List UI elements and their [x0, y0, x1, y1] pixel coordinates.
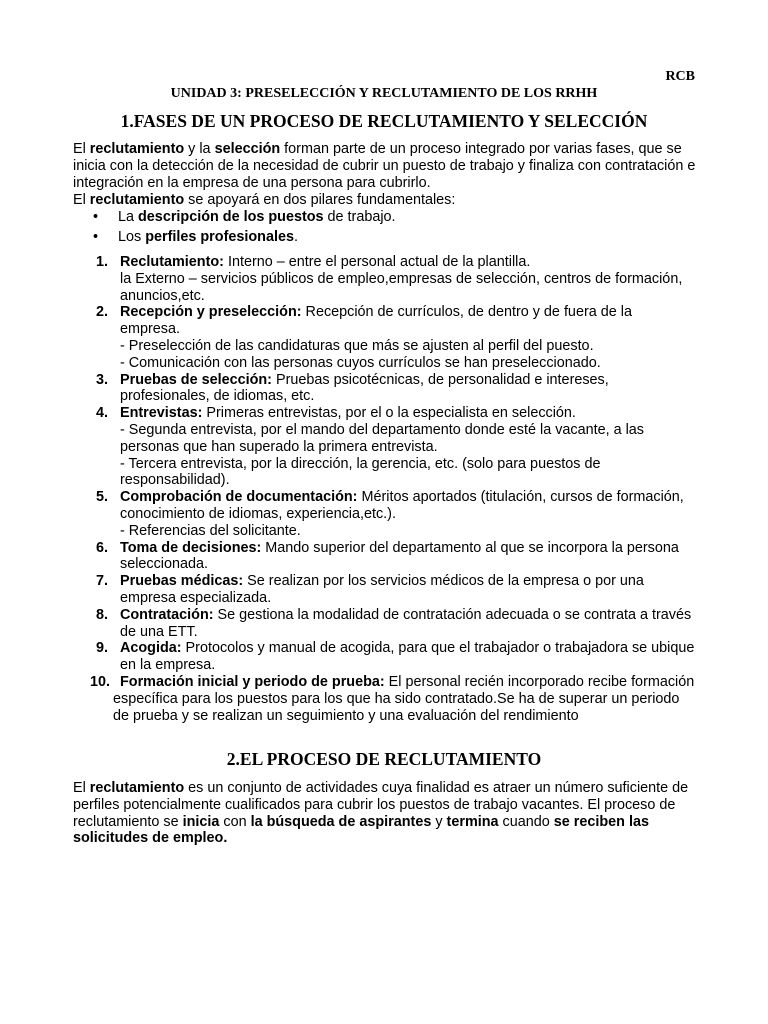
phases-list — [0, 254, 768, 724]
phase-item-2: 2. Recepción y preselección: Recepción de currículos, de dentro y de fuera de la empresa. - Preselección de las candidaturas que más se ajusten al perfil del puesto. - Comunicación con las personas cuyos currículos se han preseleccionado. — [96, 304, 632, 371]
section2-title: 2.EL PROCESO DE RECLUTAMIENTO — [226, 749, 542, 769]
phase-item-7: 7. Pruebas médicas: Se realizan por los servicios médicos de la empresa o por una empresa especializada. — [96, 573, 644, 606]
section2-paragraph: El reclutamiento es un conjunto de actividades cuya finalidad es atraer un número suficiente de perfiles potencialmente cualificados para cubrir los puestos de trabajo vacantes. El proceso de reclutamiento se inicia con la búsqueda de aspirantes y termina cuando se reciben las solicitudes de empleo. — [73, 780, 689, 847]
phase-item-8: 8. Contratación: Se gestiona la modalidad de contratación adecuada o se contrata a través de una ETT. — [96, 606, 692, 640]
pillars-list — [93, 209, 693, 249]
term-reclutamiento: reclutamiento — [89, 141, 185, 157]
term-seleccion: selección — [214, 141, 281, 157]
phase-item-9: 9. Acogida: Protocolos y manual de acogida, para que el trabajador o trabajadora se ubique en la empresa. — [96, 640, 695, 674]
phase-item-6: 6. Toma de decisiones: Mando superior del departamento al que se incorpora la persona seleccionada. — [96, 539, 679, 573]
phase-item-1: 1. Reclutamiento: Interno – entre el personal actual de la plantilla. la Externo – servicios públicos de empleo,empresas de selección, centros de formación, anuncios,etc. — [96, 254, 683, 304]
unit-title: UNIDAD 3: PRESELECCIÓN Y RECLUTAMIENTO DE LOS RRHH — [170, 86, 598, 101]
phase-item-10: 10. Formación inicial y periodo de prueba: El personal recién incorporado recibe formación específica para los puestos para los que ha sido contratado.Se ha de superar un periodo de prueba y se realizan un seguimiento y una evaluación del rendimiento — [90, 673, 695, 724]
list-item: • Los perfiles profesionales. — [93, 229, 693, 249]
section1-title: 1.FASES DE UN PROCESO DE RECLUTAMIENTO Y SELECCIÓN — [120, 111, 648, 131]
section1-intro-paragraph: El reclutamiento y la selección forman parte de un proceso integrado por varias fases, que se inicia con la detección de la necesidad de cubrir un puesto de trabajo y finaliza con contratación e integración en la empresa de una persona para cubrirlo. — [73, 141, 696, 191]
pillars-intro: El reclutamiento se apoyará en dos pilares fundamentales: — [73, 192, 456, 208]
phase-item-4: 4. Entrevistas: Primeras entrevistas, por el o la especialista en selección. - Segunda entrevista, por el mando del departamento donde esté la vacante, a las personas que han superado la primera entrevista. - Tercera entrevista, por la dirección, la gerencia, etc. (solo para puestos de responsabilidad). — [96, 405, 645, 489]
author-initials: RCB — [665, 69, 695, 84]
phase-item-5: 5. Comprobación de documentación: Méritos aportados (titulación, cursos de formación, conocimiento de idiomas, experiencia,etc.). - Referencias del solicitante. — [96, 489, 684, 539]
phase-item-3: 3. Pruebas de selección: Pruebas psicotécnicas, de personalidad e intereses, profesionales, de idiomas, etc. — [96, 371, 609, 405]
list-item: • La descripción de los puestos de trabajo. — [93, 209, 693, 229]
